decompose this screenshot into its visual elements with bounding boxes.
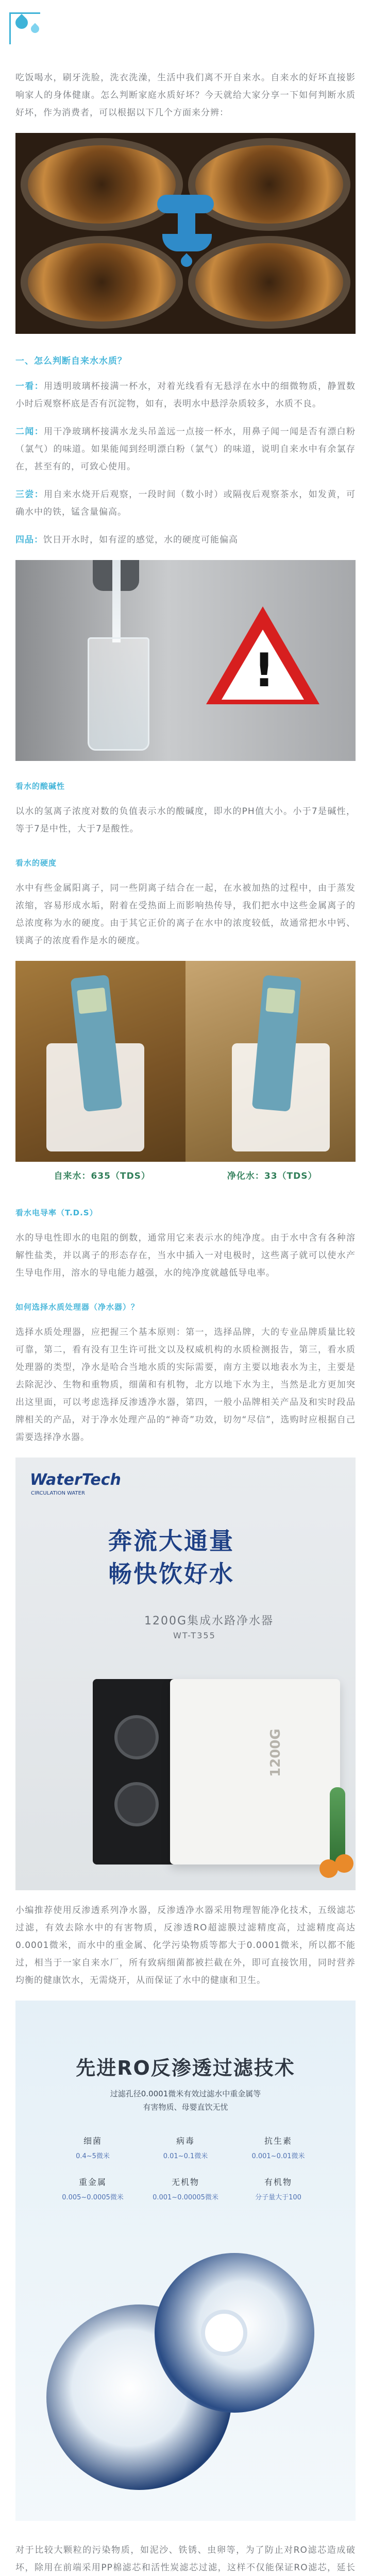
contaminant-item — [46, 2134, 139, 2160]
brand-subtitle: CIRCULATION WATER — [31, 1490, 85, 1496]
contaminant-name: 病毒 — [176, 2136, 195, 2146]
ro-title: 先进RO反渗透过滤技术 — [76, 2057, 295, 2079]
choose-section — [0, 1324, 371, 1446]
water-stream — [112, 560, 121, 642]
product-model: WT-T355 — [173, 1631, 216, 1640]
point-lead: 二闻： — [15, 427, 44, 437]
section-title-acidity: 看水的酸碱性 — [15, 782, 65, 791]
acidity-section — [0, 803, 371, 838]
tds-captions — [15, 1162, 356, 1188]
contaminant-item — [139, 2176, 232, 2201]
hero-image — [15, 133, 356, 334]
tds-comparison-image — [15, 961, 356, 1188]
ro-membrane-illustration — [46, 2243, 325, 2500]
point-text: 饮日开水时，如有涩的感觉，水的硬度可能偏高 — [43, 535, 238, 545]
top-decoration — [0, 0, 371, 67]
contaminant-size: 分子量大于100 — [255, 2194, 301, 2201]
contaminant-name: 细菌 — [83, 2136, 102, 2146]
purifier-body — [170, 1679, 340, 1865]
brand-logo: WaterTech — [30, 1471, 121, 1489]
ro-description-section — [0, 1902, 371, 1989]
point-text: 用干净玻璃杯接满水龙头吊盖远一点接一杯水，用鼻子闻一闻是否有漂白粉（氯气）的味道。如果能闻到经明漂白粉（氯气）的味道，说明自来水中有余氯存在，甚至有的，可致心使用。 — [15, 427, 356, 472]
ro-technology-image — [15, 2001, 356, 2521]
choose-paragraph: 选择水质处理器，应把握三个基本原则：第一，选择品牌，大的专业品牌质量比较可靠，第二，看有没有卫生许可批文以及权威机构的水质检测报告，第三，看水质处理器的类型，净水是哈合当地水质的实际需要，南方主要以地表水为主，主要是去除泥沙、生物和重物质，细菌和有机物，北方以地下水为主，当然是北方更加突出这里面，可以考虑选择反渗透净水器，第四，一般小品牌相关产品及和实时段品牌相关的产品，对于净水处理产品的“神奇”功效，切勿“尽信”，选购时应根据自己需要选择净水器。 — [15, 1327, 356, 1443]
point-smell — [15, 423, 356, 476]
contaminant-size: 0.01~0.1微米 — [163, 2153, 208, 2160]
point-drink — [15, 531, 356, 549]
contaminant-item — [232, 2134, 325, 2160]
hardness-section — [0, 879, 371, 950]
contaminant-name: 抗生素 — [264, 2136, 292, 2146]
slogan-line: 奔流大通量 — [108, 1527, 234, 1555]
water-glass — [88, 637, 149, 751]
contaminant-size: 0.001~0.01微米 — [251, 2153, 305, 2160]
point-lead: 三尝： — [15, 489, 44, 500]
contaminant-size-grid — [46, 2134, 325, 2201]
filter-dial-icon — [114, 1782, 159, 1826]
point-taste — [15, 486, 356, 521]
purified-water-photo — [185, 961, 356, 1162]
judge-water-points — [0, 378, 371, 549]
product-image — [15, 1458, 356, 1890]
contaminant-item — [139, 2134, 232, 2160]
product-name: 1200G集成水路净水器 — [144, 1615, 274, 1628]
contaminant-size: 0.005~0.0005微米 — [62, 2194, 124, 2201]
conductivity-paragraph: 水的导电性即水的电阻的倒数，通常用它来表示水的纯净度。由于水中含有各种溶解性盐类，并以离子的形态存在，当水中插入一对电极时，这些离子就可以使水产生导电作用，溶水的导电能力越强，水的纯净度就越低导电率。 — [15, 1233, 356, 1278]
ro-subtitle: 过滤孔径0.0001微米有效过滤水中重金属等 — [110, 2089, 261, 2098]
contaminant-name: 有机物 — [264, 2177, 292, 2187]
contaminant-item — [232, 2176, 325, 2201]
contaminant-size: 0.4~5微米 — [76, 2153, 110, 2160]
purifier-front-panel — [93, 1679, 180, 1865]
ro-description-paragraph: 小编推荐使用反渗透系列净水器，反渗透净水器采用物理智能净化技术，五级滤芯过滤，有效去除水中的有害物质，反渗透RO超滤膜过滤精度高，过滤精度高达0.0001微米，而水中的重金属、化学污染物质等都大于0.0001微米，所以都不能过，相当于一家自来水厂，所有致病细菌都被拦截在外，即可直接饮用，同时营养均衡的健康饮水，无需烧开，从而保证了水中的健康和卫生。 — [15, 1905, 356, 1986]
point-lead: 四品： — [15, 535, 43, 545]
section-title-choose-purifier: 如何选择水质处理器（净水器）？ — [15, 1302, 140, 1312]
exclamation-icon: ! — [254, 643, 275, 698]
contaminant-size: 0.001~0.00005微米 — [153, 2194, 218, 2201]
acidity-paragraph: 以水的氢离子浓度对数的负值表示水的酸碱度，即水的PH值大小。小于7是碱性，等于7是中性，大于7是酸性。 — [15, 806, 356, 834]
closing-paragraph: 对于比较大颗粒的污染物质，如泥沙、铁锈、虫卵等，为了防止对RO滤芯造成破坏，除用在前端采用PP棉滤芯和活性炭滤芯过滤，这样不仅能保证RO滤芯，延长 — [15, 2545, 356, 2573]
fruit-decoration — [319, 1859, 338, 1878]
conductivity-section — [0, 1229, 371, 1282]
contaminant-item — [46, 2176, 139, 2201]
filter-dial-icon — [114, 1715, 159, 1759]
warning-image — [15, 560, 356, 761]
section-title-judge-water: 一、怎么判断自来水水质？ — [15, 356, 127, 366]
intro-section — [0, 67, 371, 122]
tap-water-tds-caption: 自来水：635（TDS） — [54, 1171, 150, 1181]
intro-paragraph: 吃饭喝水，刷牙洗脸，洗衣洗澡，生活中我们离不开自来水。自来水的好坏直接影响家人的身体健康。怎么判断家庭水质好坏？今天就给大家分享一下如何判断水质好坏，作为消费者，可以根据以下几个方面来分辨： — [15, 73, 356, 118]
tap-water-photo — [15, 961, 185, 1162]
hardness-paragraph: 水中有些金属阳离子，同一些阴离子结合在一起，在水被加热的过程中，由于蒸发浓缩，容易形成水垢，附着在受热面上而影响热传导，我们把水中这些金属离子的总浓度称为水的硬度。由于其它正价的离子在水中的浓度较低，故通常把水中钙、镁离子的浓度看作是水的硬度。 — [15, 883, 356, 946]
point-text: 用透明玻璃杯接满一杯水，对着光线看有无悬浮在水中的细微物质，静置数小时后观察杯底是否有沉淀物，如有，表明水中悬浮杂质较多，水质不良。 — [15, 381, 356, 409]
machine-label: 1200G — [268, 1728, 283, 1777]
product-slogan — [108, 1524, 234, 1590]
faucet-icon — [142, 195, 229, 272]
purified-water-tds-caption: 净化水：33（TDS） — [227, 1171, 317, 1181]
slogan-line: 畅快饮好水 — [108, 1560, 234, 1588]
contaminant-name: 无机物 — [171, 2177, 199, 2187]
closing-section — [0, 2541, 371, 2576]
membrane-core — [201, 2310, 247, 2356]
point-lead: 一看： — [15, 381, 44, 392]
point-text: 用自来水烧开后观察，一段时间（数小时）或隔夜后观察茶水，如发黄，可确水中的铁，锰含量偏高。 — [15, 489, 356, 517]
ro-subtitle: 有害物质、母婴直饮无忧 — [143, 2103, 228, 2112]
point-look — [15, 378, 356, 413]
contaminant-name: 重金属 — [78, 2177, 107, 2187]
section-title-conductivity: 看水电导率（T.D.S） — [15, 1208, 98, 1217]
section-title-hardness: 看水的硬度 — [15, 858, 57, 868]
